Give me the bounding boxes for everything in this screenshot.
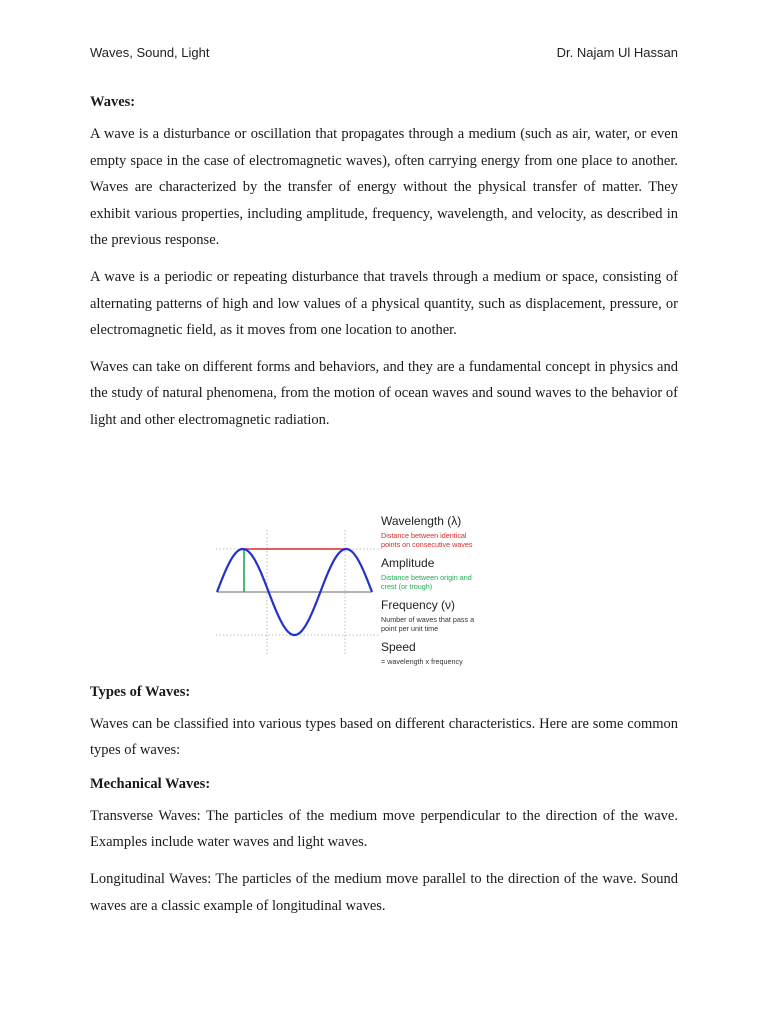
speed-label: Speed — [381, 639, 416, 654]
paragraph-wave-periodic: A wave is a periodic or repeating disturbance that travels through a medium or space, consisting of alternating patterns of high and low values of a physical quantity, such as displacement, pressure, or electromagnetic field, as it moves from one location to another. — [90, 268, 678, 339]
heading-mechanical-waves: Mechanical Waves: — [90, 775, 211, 792]
paragraph-types-intro: Waves can be classified into various types based on different characteristics. Here are some common types of waves: — [90, 715, 678, 759]
wavelength-label: Wavelength (λ) — [381, 513, 462, 528]
speed-description: = wavelength x frequency — [381, 656, 463, 666]
document-body — [90, 92, 678, 929]
heading-waves: Waves: — [90, 94, 136, 110]
paragraph-wave-forms: Waves can take on different forms and behaviors, and they are a fundamental concept in physics and the study of natural phenomena, from the motion of ocean waves and sound waves to the behavior of light and other electromagnetic radiation. — [90, 358, 678, 428]
wave-diagram — [214, 492, 384, 678]
wave-legend — [381, 514, 501, 673]
heading-types-of-waves: Types of Waves: — [90, 683, 191, 700]
amplitude-description: Distance between origin and crest (or trough) — [381, 572, 472, 591]
frequency-description: Number of waves that pass a point per unit time — [381, 614, 475, 633]
header-title: Waves, Sound, Light — [90, 45, 210, 60]
wave-properties-figure — [214, 492, 490, 678]
frequency-label: Frequency (ν) — [381, 597, 456, 612]
legend-speed — [381, 640, 501, 666]
header-author: Dr. Najam Ul Hassan — [556, 45, 678, 60]
paragraph-transverse-waves: Transverse Waves: The particles of the medium move perpendicular to the direction of the wave. Examples include water waves and light waves. — [90, 807, 678, 851]
legend-amplitude — [381, 556, 501, 591]
amplitude-label: Amplitude — [381, 555, 435, 570]
paragraph-longitudinal-waves: Longitudinal Waves: The particles of the medium move parallel to the direction of the wave. Sound waves are a classic example of longitudinal waves. — [90, 870, 678, 914]
wavelength-description: Distance between identical points on consecutive waves — [381, 530, 473, 549]
page-header — [90, 45, 678, 65]
paragraph-wave-definition: A wave is a disturbance or oscillation that propagates through a medium (such as air, water, or even empty space in the case of electromagnetic waves), often carrying energy from one place to another. Waves are characterized by the transfer of energy without the physical transfer of matter. They exhibit various properties, including amplitude, frequency, wavelength, and velocity, as described in the previous response. — [90, 126, 678, 249]
figure-container — [90, 444, 678, 676]
legend-frequency — [381, 598, 501, 633]
legend-wavelength — [381, 514, 501, 549]
